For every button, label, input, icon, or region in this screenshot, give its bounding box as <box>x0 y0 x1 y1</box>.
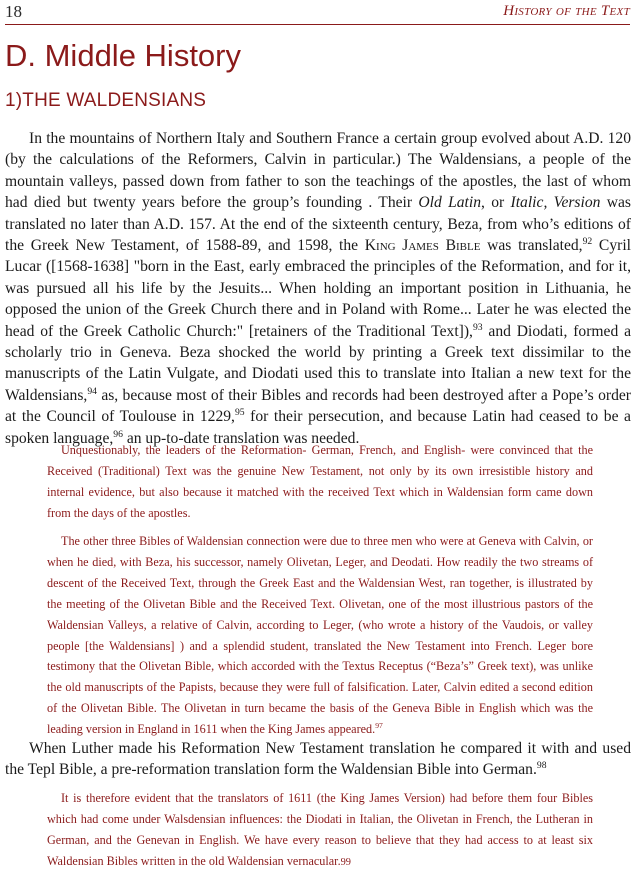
body-paragraph-luther <box>5 738 631 781</box>
footnote-ref-98[interactable]: 98 <box>536 760 547 772</box>
running-head: History of the Text <box>503 3 630 19</box>
italic-term-old-latin: Old Latin <box>418 194 482 212</box>
paragraph-text: was translated, <box>480 237 583 255</box>
footnote-ref-93[interactable]: 93 <box>472 321 483 333</box>
paragraph-text: Cyril Lucar ([1568-1638] "born in the East, early embraced the principles of the Reformation, and for it, was pursued all his life by the Jesuits... When holding an important position in Lithuania, he opposed the union of the Greek Church there and in Poland with Rome... Later he was elected the head of the Greek Catholic Church:" [retainers of the Traditional Text]), <box>5 237 631 340</box>
paragraph-text: for their persecution, and because Latin had ceased to be a spoken language, <box>5 408 631 447</box>
subsection-title: 1)THE WALDENSIANS <box>5 90 207 111</box>
block-quote-three-bibles <box>47 531 593 740</box>
block-quote-reformation-leaders: Unquestionably, the leaders of the Reformation- German, French, and English- were convinced that the Received (Traditional) Text was the genuine New Testament, not only by its own irresistible history and internal evidence, but also because it matched with the received Text which in Waldensian form came down from the days of the apostles. <box>47 443 593 520</box>
page-header <box>5 2 630 25</box>
paragraph-text: , or <box>481 194 511 212</box>
paragraph-text: an up-to-date translation was needed. <box>122 429 360 447</box>
small-caps-king-james-bible: King James Bible <box>364 237 481 255</box>
body-paragraph-waldensians <box>5 128 631 449</box>
footnote-ref-94[interactable]: 94 <box>87 385 97 397</box>
footnote-ref-92[interactable]: 92 <box>582 235 593 247</box>
paragraph-text: as, because most of their Bibles and records had been destroyed after a Pope’s order at the Council of Toulouse in 1229, <box>5 386 631 426</box>
footnote-ref-99[interactable]: 99 <box>340 856 351 868</box>
page-number: 18 <box>5 2 22 21</box>
italic-term-italic-version: Italic, Version <box>510 194 601 212</box>
section-title: D. Middle History <box>5 38 241 73</box>
paragraph-text: and Diodati, formed a scholarly trio in Geneva. Beza shocked the world by printing a Greek text dissimilar to the manuscripts of the Latin Vulgate, and Diodati used this to translate into Italian a new text for the Waldensians, <box>5 322 631 404</box>
quote-text: It is therefore evident that the translators of 1611 (the King James Version) had before them four Bibles which had come under Walsdensian influences: the Diodati in Italian, the Olivetan in French, the Lutheran in German, and the Genevan in English. We have every reason to believe that they had access to at least six Waldensian Bibles written in the old Waldensian vernacular. <box>47 791 593 868</box>
footnote-ref-95[interactable]: 95 <box>234 407 245 419</box>
paragraph-text: was translated no later than A.D. 157. At the end of the sixteenth century, Beza, from who’s editions of the Greek New Testament, of 1588-89, and 1598, the <box>5 194 631 255</box>
quote-text: The other three Bibles of Waldensian connection were due to three men who were at Geneva with Calvin, or when he died, with Beza, his successor, namely Olivetan, Leger, and Deodati. How readily the two streams of descent of the Received Text, through the Greek East and the Waldensian West, ran together, is illustrated by the meeting of the Olivetan Bible and the Received Text. Olivetan, one of the most illustrious pastors of the Waldensian Valleys, a relative of Calvin, according to Leger, (who wrote a history of the Vaudois, or valley people [the Waldensians] ) and a splendid student, translated the New Testament into French. Leger bore testimony that the Olivetan Bible, which accorded with the Textus Receptus (“Beza’s” Greek text), was unlike the old manuscripts of the Papists, because they were full of falsification. Later, Calvin edited a second edition of the Olivetan Bible. The Olivetan in turn became the basis of the Geneva Bible in English which was the leading version in England in 1611 when the King James appeared. <box>47 534 593 737</box>
footnote-ref-96[interactable]: 96 <box>113 428 123 440</box>
block-quote-translators-1611 <box>47 788 593 874</box>
paragraph-text: When Luther made his Reformation New Testament translation he compared it with and used the Tepl Bible, a pre-reformation translation form the Waldensian Bible into German. <box>5 740 631 779</box>
paragraph-text: In the mountains of Northern Italy and Southern France a certain group evolved about A.D. 120 (by the calculations of the Reformers, Calvin in particular.) The Waldensians, a people of the mountain valleys, passed down from father to son the teachings of the apostles, the last of whom had died but twenty years before the group’s founding . Their <box>5 130 631 212</box>
footnote-ref-97[interactable]: 97 <box>375 721 383 731</box>
